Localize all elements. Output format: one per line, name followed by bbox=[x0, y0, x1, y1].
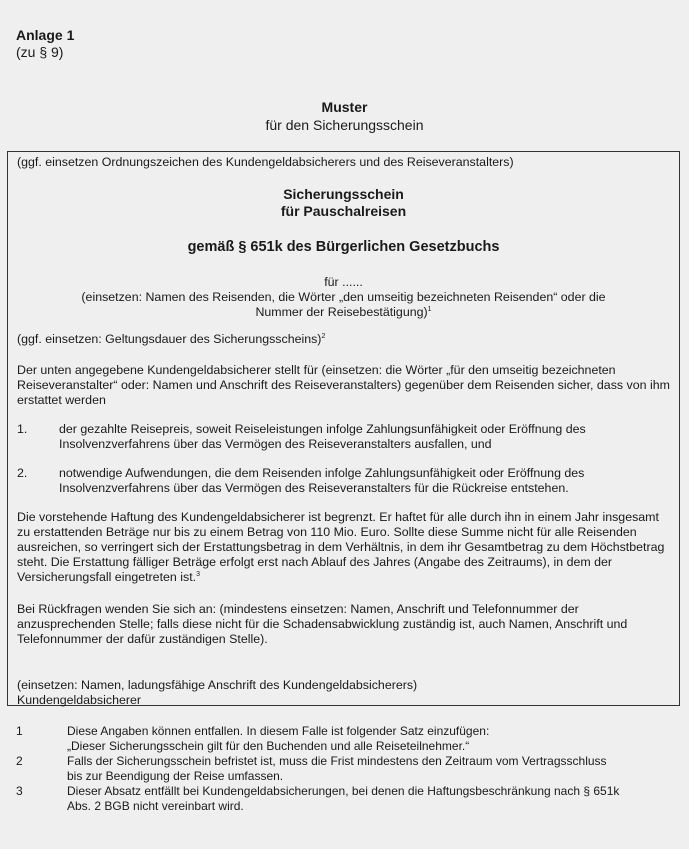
list-item-number: 1. bbox=[17, 422, 28, 436]
certificate-title bbox=[17, 186, 670, 220]
annex-title: Anlage 1 bbox=[16, 27, 75, 43]
list-item-text: der gezahlte Reisepreis, soweit Reiseleistungen infolge Zahlungsunfähigkeit oder Eröffnung des Insolvenzverfahrens über das Vermögen des Reiseveranstalters ausfallen, und bbox=[59, 422, 586, 451]
list-item-text: notwendige Aufwendungen, die dem Reisenden infolge Zahlungsunfähigkeit oder Eröffnung des Insolvenzverfahrens über das Vermögen des Reiseveranstalters für die Rückreise entstehen. bbox=[59, 466, 585, 495]
footnote-ref-2: 2 bbox=[321, 333, 326, 340]
footnote-line: Dieser Absatz entfällt bei Kundengeldabsicherungen, bei denen die Haftungsbeschränkung nach § 651k bbox=[67, 784, 620, 798]
certificate-title-line2: für Pauschalreisen bbox=[280, 203, 407, 219]
traveler-hint: (einsetzen: Namen des Reisenden, die Wörter „den umseitig bezeichneten Reisenden“ oder die Nummer der Reisebestätigung) bbox=[81, 290, 606, 319]
footnote-line: bis zur Beendigung der Reise umfassen. bbox=[67, 769, 284, 783]
footnote-line: Abs. 2 BGB nicht vereinbart wird. bbox=[67, 799, 244, 813]
intro-paragraph: Der unten angegebene Kundengeldabsicherer stellt für (einsetzen: die Wörter „für den umseitig bezeichneten Reiseveranstalter“ oder: Namen und Anschrift des Reiseveranstalters) gegenüber dem Reisenden sicher, dass von ihm erstattet werden bbox=[17, 363, 670, 407]
footnote-line: Diese Angaben können entfallen. In diesem Falle ist folgender Satz einzufügen: bbox=[67, 724, 490, 738]
footnote-ref-1: 1 bbox=[427, 306, 432, 313]
annex-reference: (zu § 9) bbox=[16, 44, 64, 60]
validity-hint: (ggf. einsetzen: Geltungsdauer des Sicherungsscheins) bbox=[17, 332, 322, 346]
reference-hint: (ggf. einsetzen Ordnungszeichen des Kundengeldabsicherers und des Reiseveranstalters) bbox=[17, 155, 514, 169]
footnote bbox=[16, 724, 673, 754]
list-item bbox=[17, 466, 670, 496]
footnote-number: 1 bbox=[16, 724, 23, 738]
annex-header bbox=[16, 27, 74, 61]
list-item-number: 2. bbox=[17, 466, 28, 480]
footnote-ref-3: 3 bbox=[196, 571, 200, 578]
document-subtitle: für den Sicherungsschein bbox=[265, 117, 424, 133]
list-item bbox=[17, 422, 670, 452]
insurer-section bbox=[17, 678, 670, 708]
footnote-line: „Dieser Sicherungsschein gilt für den Buchenden und alle Reiseteilnehmer.“ bbox=[67, 739, 470, 753]
certificate-form-box bbox=[7, 151, 680, 706]
validity-hint-line bbox=[17, 332, 325, 347]
certificate-title-line1: Sicherungsschein bbox=[283, 186, 404, 202]
legal-basis: gemäß § 651k des Bürgerlichen Gesetzbuchs bbox=[187, 239, 500, 255]
liability-paragraph bbox=[17, 510, 670, 585]
footnote-line: Falls der Sicherungsschein befristet ist, muss die Frist mindestens den Zeitraum vom Vertragsschluss bbox=[67, 754, 607, 768]
contact-paragraph: Bei Rückfragen wenden Sie sich an: (mindestens einsetzen: Namen, Anschrift und Telefonnummer der anzusprechenden Stelle; falls diese nicht für die Schadensabwicklung zuständig ist, auch Namen, Anschrift und Telefonnummer der dafür zuständigen Stelle). bbox=[17, 602, 628, 646]
footnote-number: 2 bbox=[16, 754, 23, 768]
document-heading bbox=[0, 98, 689, 134]
traveler-section bbox=[17, 275, 670, 320]
insurer-hint: (einsetzen: Namen, ladungsfähige Anschrift des Kundengeldabsicherers) bbox=[17, 678, 418, 692]
document-title: Muster bbox=[321, 99, 368, 115]
footnotes bbox=[16, 724, 673, 814]
footnote bbox=[16, 754, 673, 784]
liability-text: Die vorstehende Haftung des Kundengeldabsicherer ist begrenzt. Er haftet für alle durch ihn in einem Jahr insgesamt zu erstattenden Beträge nur bis zu einem Betrag von 110 Mio. Euro. Sollte diese Summe nicht für alle Reisenden ausreichen, so verringert sich der Erstattungsbetrag in dem Verhältnis, in dem ihr Gesamtbetrag zu dem Höchstbetrag steht. Die Erstattung fälliger Beträge erfolgt erst nach Ablauf des Jahres (Angabe des Zeitraums), in dem der Versicherungsfall eingetreten ist. bbox=[17, 510, 665, 584]
footnote bbox=[16, 784, 673, 814]
insurer-label: Kundengeldabsicherer bbox=[17, 693, 141, 707]
footnote-number: 3 bbox=[16, 784, 23, 798]
for-line: für ...... bbox=[324, 275, 363, 289]
